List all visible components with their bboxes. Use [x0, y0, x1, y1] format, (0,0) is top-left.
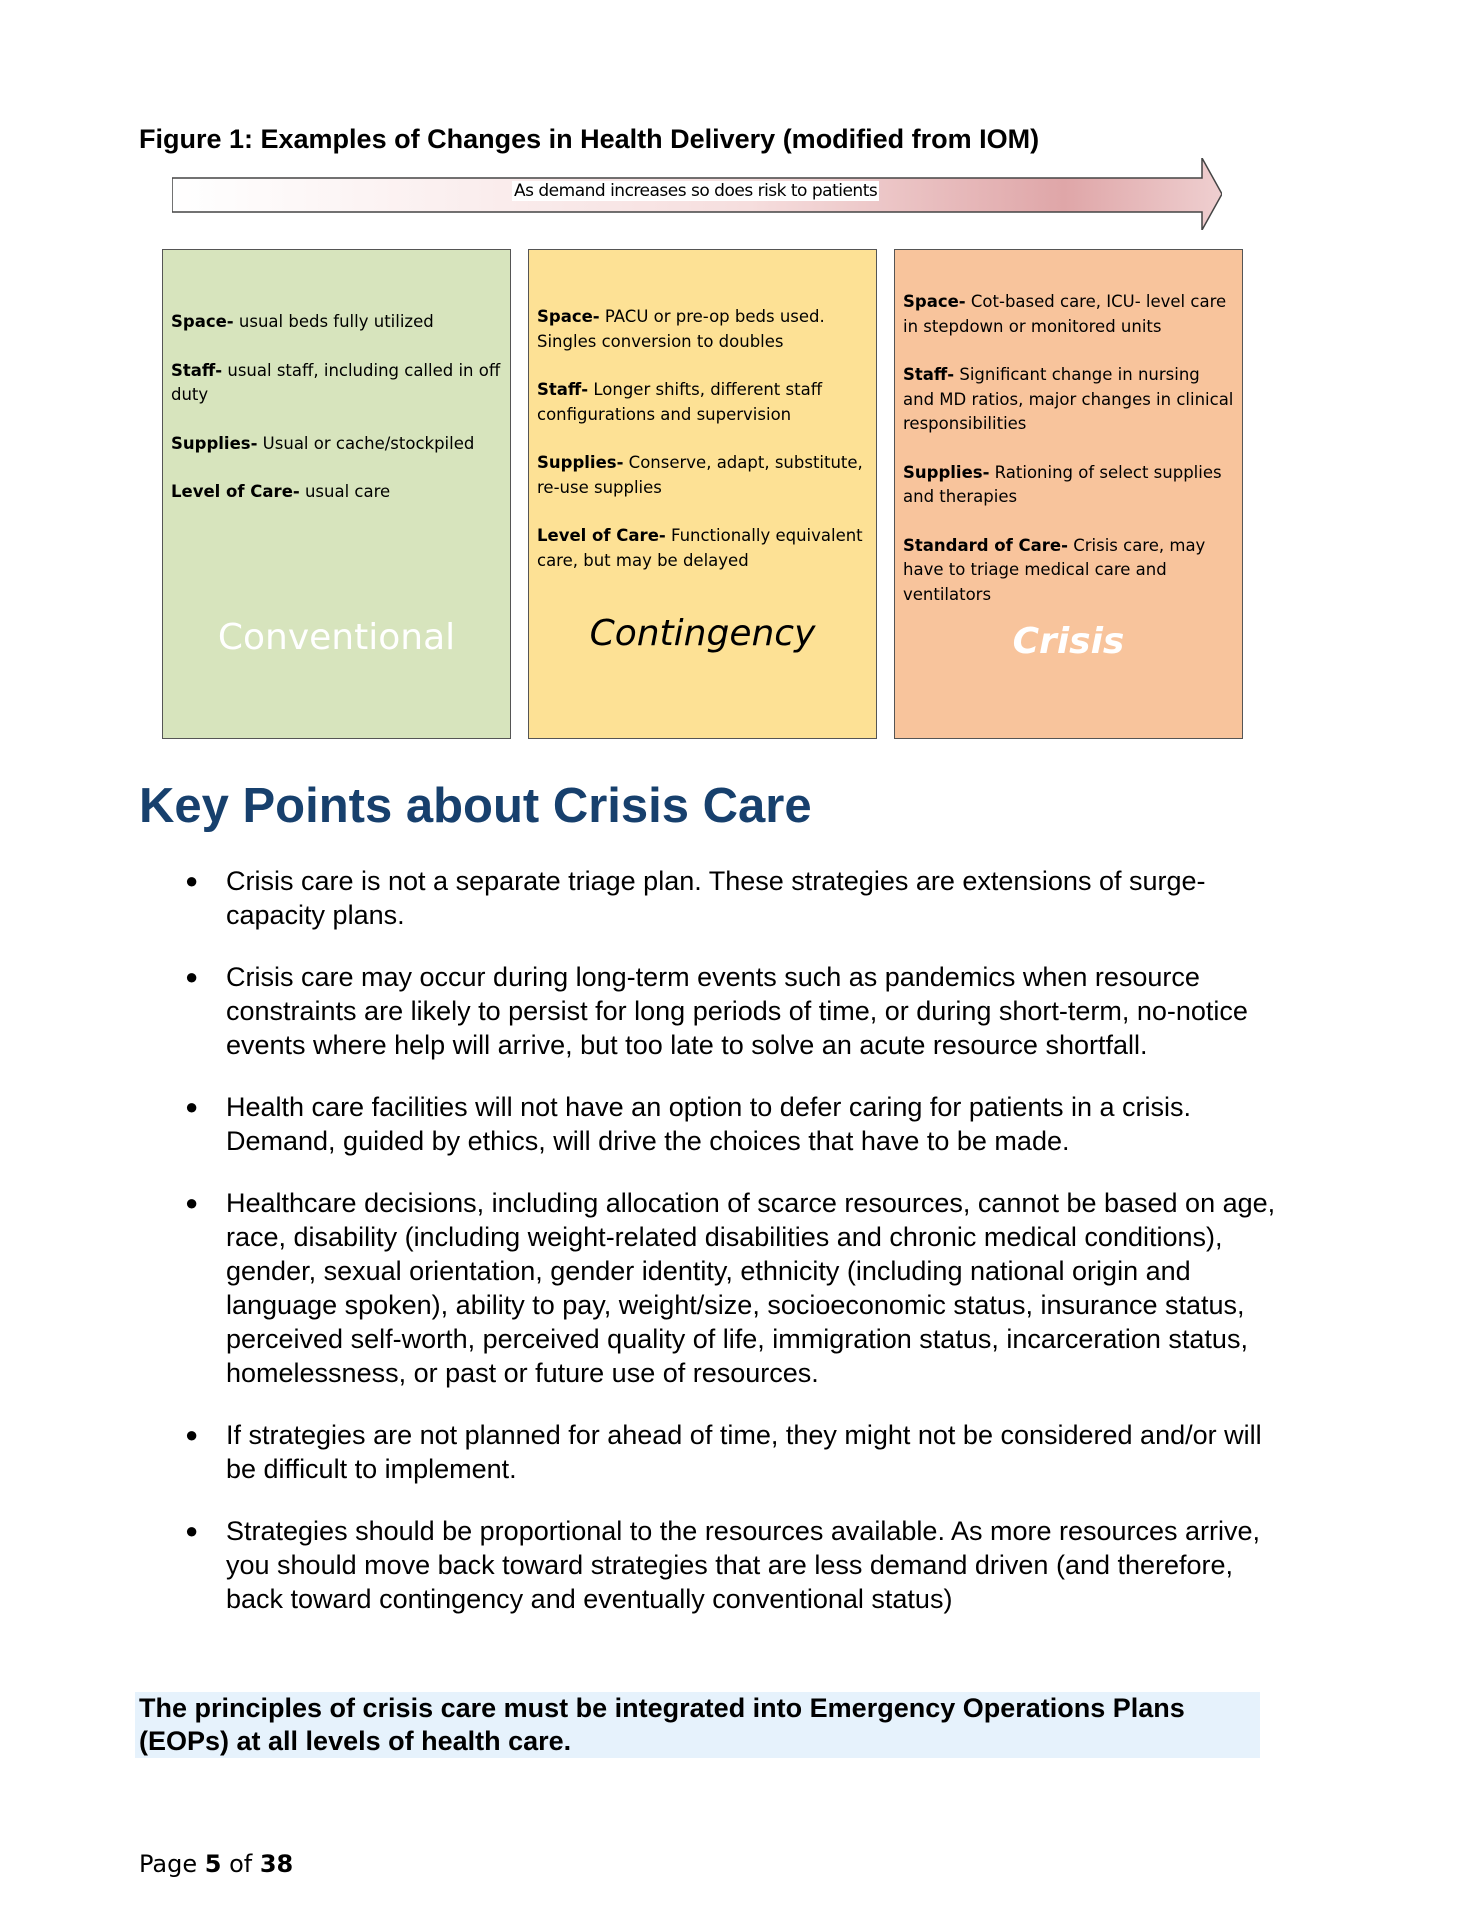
bullet-icon: ●	[185, 1518, 199, 1543]
stage-label: Contingency	[589, 613, 816, 654]
bullet-icon: ●	[185, 1422, 199, 1447]
bullet-icon: ●	[185, 868, 199, 893]
stage-label: Crisis	[1012, 621, 1125, 662]
list-item: ● Crisis care is not a separate triage plan. These strategies are extensions of surge-capacity plans.	[185, 866, 1206, 930]
box-item: Staff- Significant change in nursing and MD ratios, major changes in clinical responsibilities	[903, 365, 1234, 433]
stage-label: Conventional	[217, 617, 456, 658]
crisis-box	[894, 249, 1243, 739]
box-item: Supplies- Conserve, adapt, substitute, re-use supplies	[537, 453, 863, 497]
list-item: ● Health care facilities will not have an option to defer caring for patients in a crisis. Demand, guided by ethics, will drive the choices that have to be made.	[185, 1092, 1191, 1156]
box-item: Space- PACU or pre-op beds used. Singles conversion to doubles	[537, 307, 825, 351]
key-points-list	[185, 864, 1286, 1644]
list-item: ● Strategies should be proportional to the resources available. As more resources arrive, you should move back toward strategies that are less demand driven (and therefore, back toward contingency and eventually conventional status)	[185, 1516, 1261, 1614]
figure-title: Figure 1: Examples of Changes in Health Delivery (modified from IOM)	[139, 124, 1040, 154]
box-item: Staff- Longer shifts, different staff configurations and supervision	[537, 380, 823, 424]
box-item: Level of Care- usual care	[171, 482, 391, 501]
box-item: Space- Cot-based care, ICU- level care in stepdown or monitored units	[903, 292, 1227, 336]
contingency-box	[528, 249, 877, 739]
box-item: Space- usual beds fully utilized	[171, 312, 434, 331]
list-item: ● If strategies are not planned for ahead of time, they might not be considered and/or will be difficult to implement.	[185, 1420, 1262, 1484]
conventional-box	[162, 249, 511, 739]
page-footer: Page 5 of 38	[139, 1850, 294, 1878]
box-item: Level of Care- Functionally equivalent care, but may be delayed	[537, 526, 863, 570]
list-item: ● Healthcare decisions, including allocation of scarce resources, cannot be based on age, race, disability (including weight-related disabilities and chronic medical conditions), gender, sexual orientation, gender identity, ethnicity (including national origin and language spoken), ability to pay, weight/size, socioeconomic status, insurance status, perceived self-worth, perceived quality of life, immigration status, incarceration status, homelessness, or past or future use of resources.	[185, 1188, 1276, 1388]
bullet-icon: ●	[185, 1190, 199, 1215]
callout-highlight: The principles of crisis care must be integrated into Emergency Operations Plans (EOPs) at all levels of health care.	[135, 1692, 1260, 1758]
section-heading: Key Points about Crisis Care	[139, 779, 812, 833]
box-item: Supplies- Rationing of select supplies and therapies	[903, 462, 1222, 506]
bullet-icon: ●	[185, 964, 199, 989]
box-item: Standard of Care- Crisis care, may have to triage medical care and ventilators	[903, 535, 1206, 604]
arrow-label: As demand increases so does risk to patients	[514, 181, 878, 201]
bullet-icon: ●	[185, 1094, 199, 1119]
box-item: Staff- usual staff, including called in off duty	[171, 360, 501, 404]
box-item: Supplies- Usual or cache/stockpiled	[171, 433, 475, 453]
list-item: ● Crisis care may occur during long-term events such as pandemics when resource constraints are likely to persist for long periods of time, or during short-term, no-notice events where help will arrive, but too late to solve an acute resource shortfall.	[185, 962, 1248, 1060]
